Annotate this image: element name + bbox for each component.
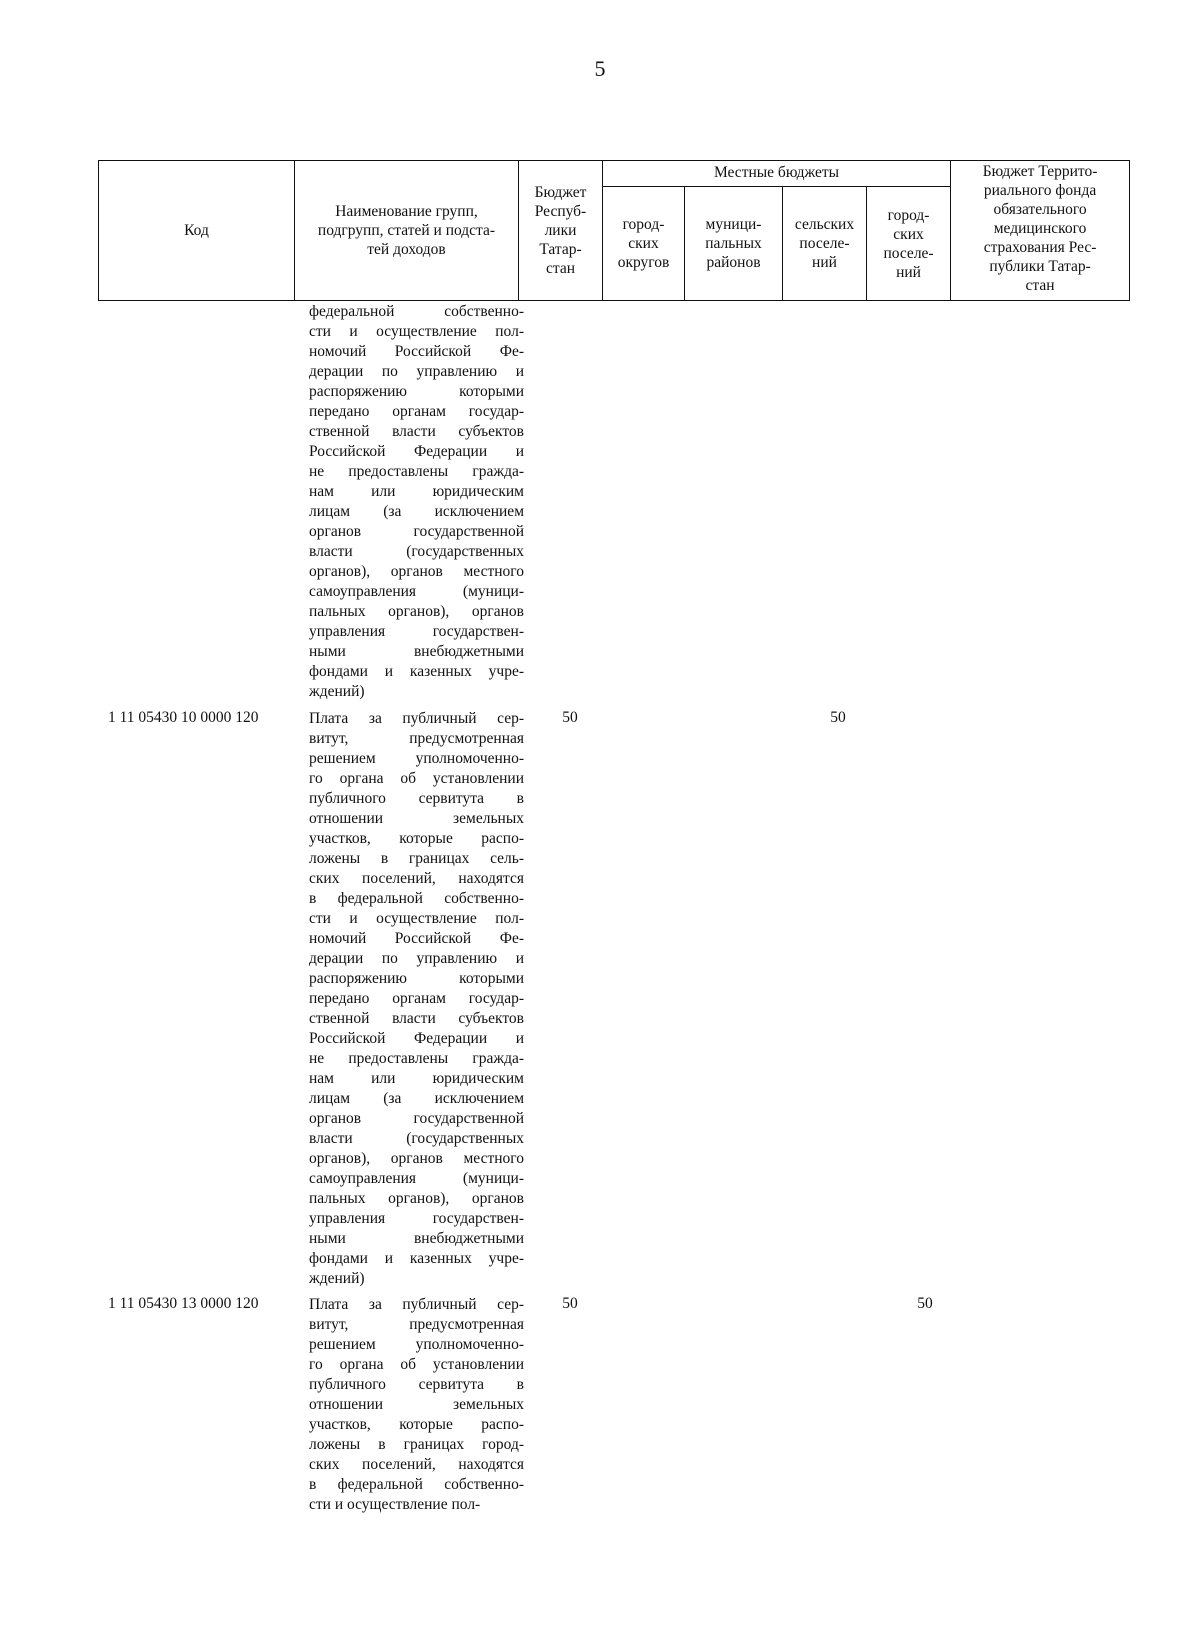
row-description <box>309 709 524 1289</box>
value-republic: 50 <box>562 1295 578 1312</box>
value-urban-settlements: 50 <box>917 1295 933 1312</box>
description-line: власти (государственных <box>309 1130 524 1147</box>
description-line: номочий Российской Фе- <box>309 930 524 947</box>
description-line: самоуправления (муници- <box>309 1170 524 1187</box>
description-line: пальных органов), органов <box>309 603 524 620</box>
header-ffoms-budget: Бюджет Террито- риального фонда обязательного медицинского страхования Рес- публики Татар- стан <box>951 161 1130 301</box>
description-line: не предоставлены гражда- <box>309 463 524 480</box>
description-line: сти и осуществление пол- <box>309 910 524 927</box>
description-line: передано органам государ- <box>309 990 524 1007</box>
description-line: ждений) <box>309 683 365 700</box>
description-line: в федеральной собственно- <box>309 1476 524 1493</box>
description-line: власти (государственных <box>309 543 524 560</box>
description-line: передано органам государ- <box>309 403 524 420</box>
description-line: дерации по управлению и <box>309 363 524 380</box>
header-local-budgets: Местные бюджеты <box>603 161 951 187</box>
header-municipal-districts: муници- пальных районов <box>685 187 783 301</box>
description-line: решением уполномоченно- <box>309 750 524 767</box>
description-line: федеральной собственно- <box>309 303 524 320</box>
description-line: ждений) <box>309 1270 365 1287</box>
description-line: лицам (за исключением <box>309 1090 524 1107</box>
description-line: нам или юридическим <box>309 483 524 500</box>
header-name: Наименование групп, подгрупп, статей и подста- тей доходов <box>295 161 519 301</box>
description-line: фондами и казенных учре- <box>309 1250 524 1267</box>
header-city-districts: город- ских округов <box>603 187 685 301</box>
description-line: управления государствен- <box>309 1210 524 1227</box>
description-line: участков, которые распо- <box>309 830 524 847</box>
description-line: органов), органов местного <box>309 1150 524 1167</box>
description-line: лицам (за исключением <box>309 503 524 520</box>
description-line: витут, предусмотренная <box>309 1316 524 1333</box>
description-line: ственной власти субъектов <box>309 1010 524 1027</box>
page-number: 5 <box>594 56 606 81</box>
description-line: отношении земельных <box>309 1396 524 1413</box>
row-description <box>309 1295 524 1515</box>
description-line: не предоставлены гражда- <box>309 1050 524 1067</box>
description-line: ских поселений, находятся <box>309 1456 524 1473</box>
description-line: ными внебюджетными <box>309 643 524 660</box>
description-line: го органа об установлении <box>309 770 524 787</box>
value-rural-settlements: 50 <box>830 709 846 726</box>
description-line: управления государствен- <box>309 623 524 640</box>
description-line: ложены в границах сель- <box>309 850 524 867</box>
description-line: Российской Федерации и <box>309 1030 524 1047</box>
header-republic-budget: Бюджет Респуб- лики Татар- стан <box>519 161 603 301</box>
description-line: дерации по управлению и <box>309 950 524 967</box>
description-line: пальных органов), органов <box>309 1190 524 1207</box>
row-description <box>309 302 524 702</box>
description-line: участков, которые распо- <box>309 1416 524 1433</box>
header-code: Код <box>99 161 295 301</box>
description-line: органов), органов местного <box>309 563 524 580</box>
description-line: Плата за публичный сер- <box>309 1296 524 1313</box>
description-line: нам или юридическим <box>309 1070 524 1087</box>
description-line: фондами и казенных учре- <box>309 663 524 680</box>
table-header <box>98 160 1130 301</box>
description-line: го органа об установлении <box>309 1356 524 1373</box>
description-line: самоуправления (муници- <box>309 583 524 600</box>
header-rural-settlements: сельских поселе- ний <box>783 187 867 301</box>
value-republic: 50 <box>562 709 578 726</box>
header-urban-settlements: город- ских поселе- ний <box>867 187 951 301</box>
description-line: публичного сервитута в <box>309 1376 524 1393</box>
description-line: ными внебюджетными <box>309 1230 524 1247</box>
description-line: отношении земельных <box>309 810 524 827</box>
description-line: распоряжению которыми <box>309 383 524 400</box>
description-line: органов государственной <box>309 523 524 540</box>
description-line: витут, предусмотренная <box>309 730 524 747</box>
description-line: Российской Федерации и <box>309 443 524 460</box>
description-line: номочий Российской Фе- <box>309 343 524 360</box>
description-line: сти и осуществление пол- <box>309 323 524 340</box>
row-code: 1 11 05430 10 0000 120 <box>108 709 259 726</box>
row-code: 1 11 05430 13 0000 120 <box>108 1295 259 1312</box>
description-line: Плата за публичный сер- <box>309 710 524 727</box>
description-line: ственной власти субъектов <box>309 423 524 440</box>
description-line: ложены в границах город- <box>309 1436 524 1453</box>
description-line: в федеральной собственно- <box>309 890 524 907</box>
description-line: публичного сервитута в <box>309 790 524 807</box>
description-line: органов государственной <box>309 1110 524 1127</box>
description-line: ских поселений, находятся <box>309 870 524 887</box>
description-line: распоряжению которыми <box>309 970 524 987</box>
description-line: решением уполномоченно- <box>309 1336 524 1353</box>
description-line: сти и осуществление пол- <box>309 1496 481 1513</box>
